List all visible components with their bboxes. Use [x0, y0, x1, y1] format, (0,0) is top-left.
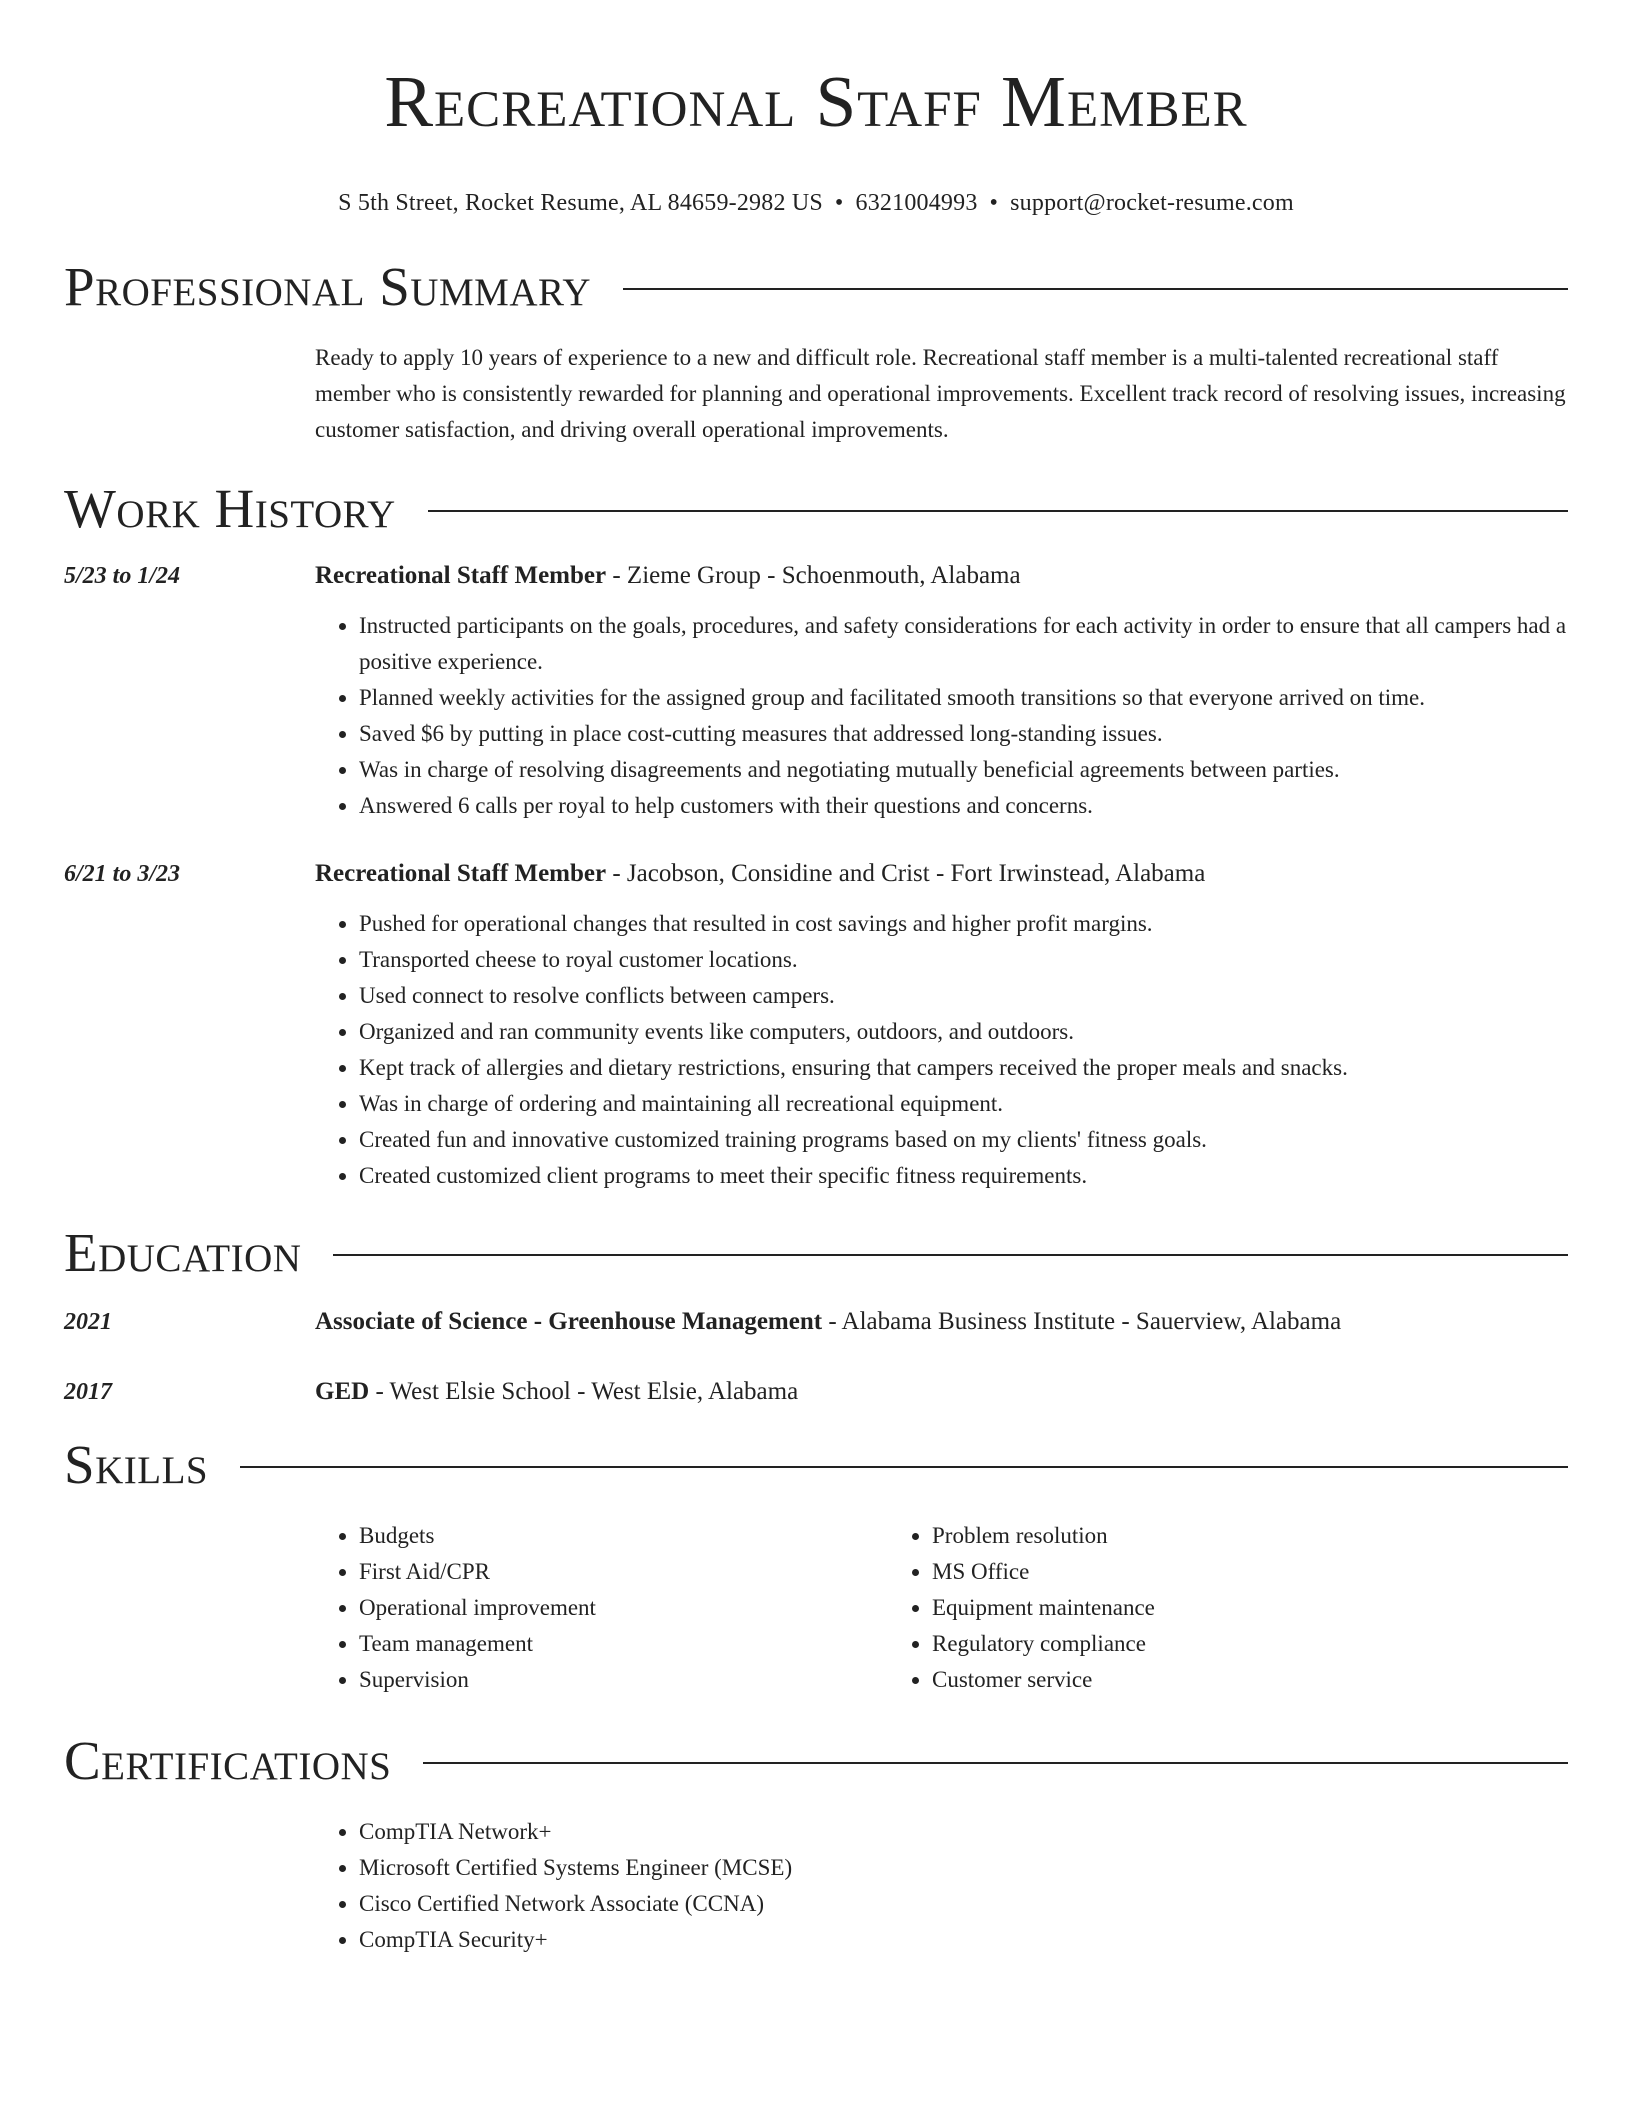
- list-item: • Used connect to resolve conflicts between campers.: [359, 978, 1568, 1014]
- list-item: • Customer service: [932, 1662, 1461, 1698]
- list-item: • First Aid/CPR: [359, 1554, 888, 1590]
- education-year: 2021: [64, 1309, 112, 1335]
- list-item: • Created fun and innovative customized training programs based on my clients' fitness goals.: [359, 1122, 1568, 1158]
- job-title-line: [315, 558, 1568, 594]
- work-heading: Work History: [64, 478, 396, 539]
- list-item: • Equipment maintenance: [932, 1590, 1461, 1626]
- list-item: • Team management: [359, 1626, 888, 1662]
- education-line: [315, 1304, 1568, 1340]
- section-divider: [623, 288, 1568, 290]
- job-entry: [64, 856, 1568, 1194]
- skills-grid: [315, 1518, 1568, 1698]
- job-entry: [64, 558, 1568, 824]
- skills-column-right: [888, 1518, 1461, 1698]
- summary-heading: Professional Summary: [64, 256, 592, 317]
- section-divider: [240, 1466, 1568, 1468]
- education-degree: GED: [315, 1378, 370, 1405]
- candidate-name: Recreational Staff Member: [384, 61, 1248, 142]
- list-item: • Kept track of allergies and dietary restrictions, ensuring that campers received the proper meals and snacks.: [359, 1050, 1568, 1086]
- job-body: [315, 856, 1568, 1194]
- list-item: • Problem resolution: [932, 1518, 1461, 1554]
- education-body: [315, 1374, 1568, 1410]
- list-item: • Organized and ran community events like computers, outdoors, and outdoors.: [359, 1014, 1568, 1050]
- list-item: • Regulatory compliance: [932, 1626, 1461, 1662]
- summary-section-header: [64, 254, 1568, 320]
- job-details: - Zieme Group - Schoenmouth, Alabama: [606, 562, 1021, 589]
- job-details: - Jacobson, Considine and Crist - Fort Irwinstead, Alabama: [606, 860, 1206, 887]
- education-heading: Education: [64, 1222, 302, 1283]
- list-item: • Cisco Certified Network Associate (CCNA): [359, 1886, 1568, 1922]
- job-title: Recreational Staff Member: [315, 860, 607, 887]
- education-degree: Associate of Science - Greenhouse Management: [315, 1308, 823, 1335]
- email: support@rocket-resume.com: [1010, 190, 1294, 216]
- education-details: - Alabama Business Institute - Sauerview, Alabama: [822, 1308, 1342, 1335]
- certifications-list: [315, 1814, 1568, 1958]
- list-item: • Operational improvement: [359, 1590, 888, 1626]
- section-divider: [423, 1762, 1568, 1764]
- list-item: • Transported cheese to royal customer locations.: [359, 942, 1568, 978]
- education-year: 2017: [64, 1379, 112, 1405]
- education-body: [315, 1304, 1568, 1340]
- education-details: - West Elsie School - West Elsie, Alabama: [369, 1378, 799, 1405]
- job-dates: 6/21 to 3/23: [64, 861, 181, 887]
- list-item: • MS Office: [932, 1554, 1461, 1590]
- address: S 5th Street, Rocket Resume, AL 84659-2982 US: [338, 190, 823, 216]
- contact-line: [64, 188, 1568, 218]
- work-section-header: [64, 476, 1568, 542]
- list-item: • CompTIA Security+: [359, 1922, 1568, 1958]
- list-item: • Budgets: [359, 1518, 888, 1554]
- list-item: • Instructed participants on the goals, procedures, and safety considerations for each activity in order to ensure that all campers had a positive experience.: [359, 608, 1568, 680]
- skills-section-header: [64, 1432, 1568, 1498]
- skills-heading: Skills: [64, 1434, 209, 1495]
- summary-text: Ready to apply 10 years of experience to a new and difficult role. Recreational staff member is a multi-talented recreational staff member who is consistently rewarded for planning and operational improvements. Excellent track record of resolving issues, increasing customer satisfaction, and driving overall operational improvements.: [315, 345, 1566, 442]
- section-divider: [333, 1254, 1568, 1256]
- certifications-heading: Certifications: [64, 1730, 392, 1791]
- list-item: • Created customized client programs to meet their specific fitness requirements.: [359, 1158, 1568, 1194]
- list-item: • Supervision: [359, 1662, 888, 1698]
- education-line: [315, 1374, 1568, 1410]
- job-dates: 5/23 to 1/24: [64, 563, 181, 589]
- list-item: • Was in charge of ordering and maintaining all recreational equipment.: [359, 1086, 1568, 1122]
- certifications-section-header: [64, 1728, 1568, 1794]
- certifications-bullets: [315, 1814, 1568, 1958]
- job-bullets: [315, 608, 1568, 824]
- skills-column-left: [315, 1518, 888, 1698]
- job-bullets: [315, 906, 1568, 1194]
- list-item: • Answered 6 calls per royal to help customers with their questions and concerns.: [359, 788, 1568, 824]
- education-entry: [64, 1304, 1568, 1340]
- phone: 6321004993: [855, 190, 978, 216]
- list-item: • Pushed for operational changes that resulted in cost savings and higher profit margins.: [359, 906, 1568, 942]
- section-divider: [428, 510, 1568, 512]
- job-body: [315, 558, 1568, 824]
- job-title-line: [315, 856, 1568, 892]
- list-item: • Saved $6 by putting in place cost-cutting measures that addressed long-standing issues.: [359, 716, 1568, 752]
- education-section-header: [64, 1220, 1568, 1286]
- job-title: Recreational Staff Member: [315, 562, 607, 589]
- separator-dot: •: [834, 190, 844, 216]
- separator-dot: •: [989, 190, 999, 216]
- list-item: • CompTIA Network+: [359, 1814, 1568, 1850]
- list-item: • Microsoft Certified Systems Engineer (MCSE): [359, 1850, 1568, 1886]
- education-entry: [64, 1374, 1568, 1410]
- list-item: • Planned weekly activities for the assigned group and facilitated smooth transitions so that everyone arrived on time.: [359, 680, 1568, 716]
- list-item: • Was in charge of resolving disagreements and negotiating mutually beneficial agreements between parties.: [359, 752, 1568, 788]
